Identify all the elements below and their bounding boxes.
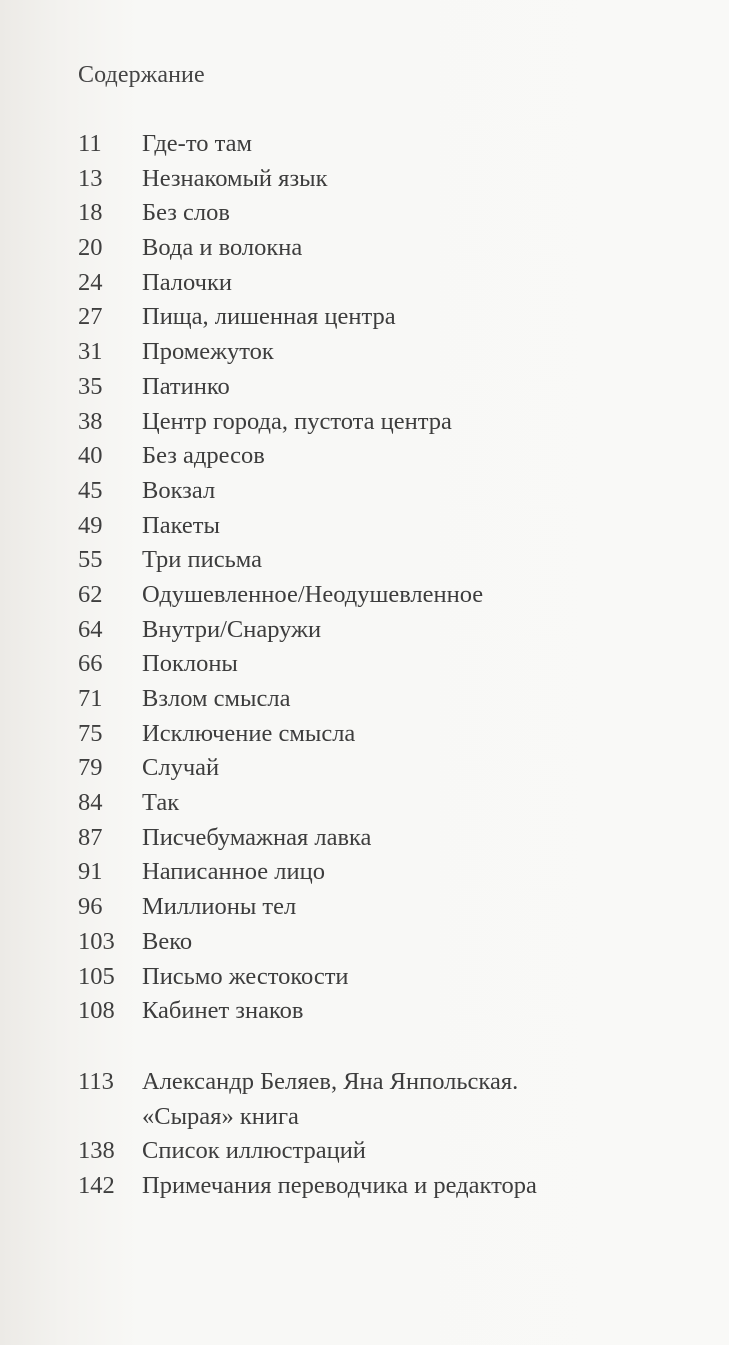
toc-entry-title: Пища, лишенная центра [142, 303, 396, 331]
toc-page-number: 35 [78, 372, 103, 400]
toc-entry-title: Три письма [142, 546, 262, 574]
toc-entry-title: Вода и волокна [142, 234, 303, 262]
toc-page-number: 108 [78, 997, 115, 1025]
toc-page-number: 142 [78, 1172, 115, 1200]
toc-entry-title: Промежуток [142, 338, 274, 366]
toc-entry [78, 925, 483, 960]
toc-entry-title: Случай [142, 754, 220, 782]
toc-page-number: 103 [78, 927, 115, 955]
toc-entry-title: Примечания переводчика и редактора [142, 1172, 537, 1200]
toc-entry-title: Писчебумажная лавка [142, 823, 372, 851]
toc-entry [78, 127, 483, 162]
toc-entry [78, 1169, 537, 1204]
toc-page-number: 18 [78, 199, 103, 227]
toc-page-number: 87 [78, 823, 103, 851]
toc-page-number: 105 [78, 962, 115, 990]
toc-entry-title-line: Александр Беляев, Яна Янпольская. [142, 1068, 519, 1095]
toc-page-number: 91 [78, 858, 103, 886]
toc-entry [78, 543, 483, 578]
toc-entry-title: Написанное лицо [142, 858, 325, 886]
toc-entry-title: Так [142, 789, 180, 817]
toc-page-number: 40 [78, 442, 103, 470]
toc-entry [78, 1065, 537, 1134]
toc-page-number: 138 [78, 1137, 115, 1165]
toc-page-number: 13 [78, 164, 103, 192]
toc-entry [78, 647, 483, 682]
toc-entry-title: Палочки [142, 268, 232, 296]
toc-page-number: 31 [78, 338, 103, 366]
toc-page-number: 96 [78, 893, 103, 921]
toc-entry [78, 751, 483, 786]
toc-page-number: 45 [78, 476, 103, 504]
toc-entry [78, 439, 483, 474]
toc-entry-title: Незнакомый язык [142, 164, 328, 192]
toc-page-number: 71 [78, 685, 103, 712]
toc-entry-title [142, 1065, 518, 1134]
toc-page-number: 113 [78, 1068, 114, 1095]
toc-page-number: 62 [78, 580, 103, 608]
toc-entry-title: Веко [142, 927, 193, 955]
toc-page-number: 38 [78, 407, 103, 435]
toc-entry [78, 717, 483, 752]
toc-page-number: 20 [78, 234, 103, 262]
toc-main-list [78, 127, 483, 1029]
toc-entry-title: Без слов [142, 199, 230, 227]
toc-entry [78, 855, 483, 890]
toc-entry [78, 1134, 537, 1169]
toc-entry-title: Исключение смысла [142, 719, 356, 747]
toc-entry [78, 509, 483, 544]
toc-entry-title: Где-то там [142, 130, 252, 157]
toc-entry-title: Патинко [142, 372, 230, 400]
toc-page-number: 27 [78, 303, 103, 331]
toc-page-number: 11 [78, 130, 102, 157]
toc-entry [78, 994, 483, 1029]
toc-entry-title: Кабинет знаков [142, 997, 304, 1025]
toc-entry [78, 196, 483, 231]
toc-entry [78, 613, 483, 648]
toc-page-number: 64 [78, 615, 103, 643]
toc-entry-title: Без адресов [142, 442, 265, 470]
toc-page-number: 75 [78, 719, 103, 747]
toc-entry [78, 578, 483, 613]
toc-page-number: 66 [78, 650, 103, 678]
toc-entry [78, 821, 483, 856]
toc-appendix-list [78, 1065, 537, 1204]
toc-entry-title: Письмо жестокости [142, 962, 349, 990]
toc-entry-title: Одушевленное/Неодушевленное [142, 580, 484, 608]
toc-page-number: 49 [78, 511, 103, 539]
toc-entry [78, 370, 483, 405]
toc-entry [78, 960, 483, 995]
toc-entry-title: Список иллюстраций [142, 1137, 366, 1165]
toc-entry-title: Центр города, пустота центра [142, 407, 452, 435]
toc-entry-title: Вокзал [142, 476, 216, 504]
toc-entry-title: Миллионы тел [142, 893, 297, 921]
toc-entry-title-line: «Сырая» книга [142, 1102, 299, 1130]
toc-heading: Содержание [78, 62, 205, 88]
toc-entry-title: Взлом смысла [142, 685, 291, 712]
toc-page-number: 79 [78, 754, 103, 782]
toc-page-number: 55 [78, 546, 103, 574]
toc-entry [78, 405, 483, 440]
toc-entry [78, 786, 483, 821]
toc-entry [78, 231, 483, 266]
toc-entry-title: Внутри/Снаружи [142, 615, 322, 643]
toc-page-number: 24 [78, 268, 103, 296]
toc-entry [78, 890, 483, 925]
toc-entry [78, 162, 483, 197]
toc-entry [78, 266, 483, 301]
toc-entry [78, 682, 483, 717]
toc-page-number: 84 [78, 789, 103, 817]
toc-entry [78, 335, 483, 370]
toc-entry [78, 300, 483, 335]
toc-entry [78, 474, 483, 509]
toc-entry-title: Поклоны [142, 650, 238, 678]
toc-entry-title: Пакеты [142, 511, 220, 539]
